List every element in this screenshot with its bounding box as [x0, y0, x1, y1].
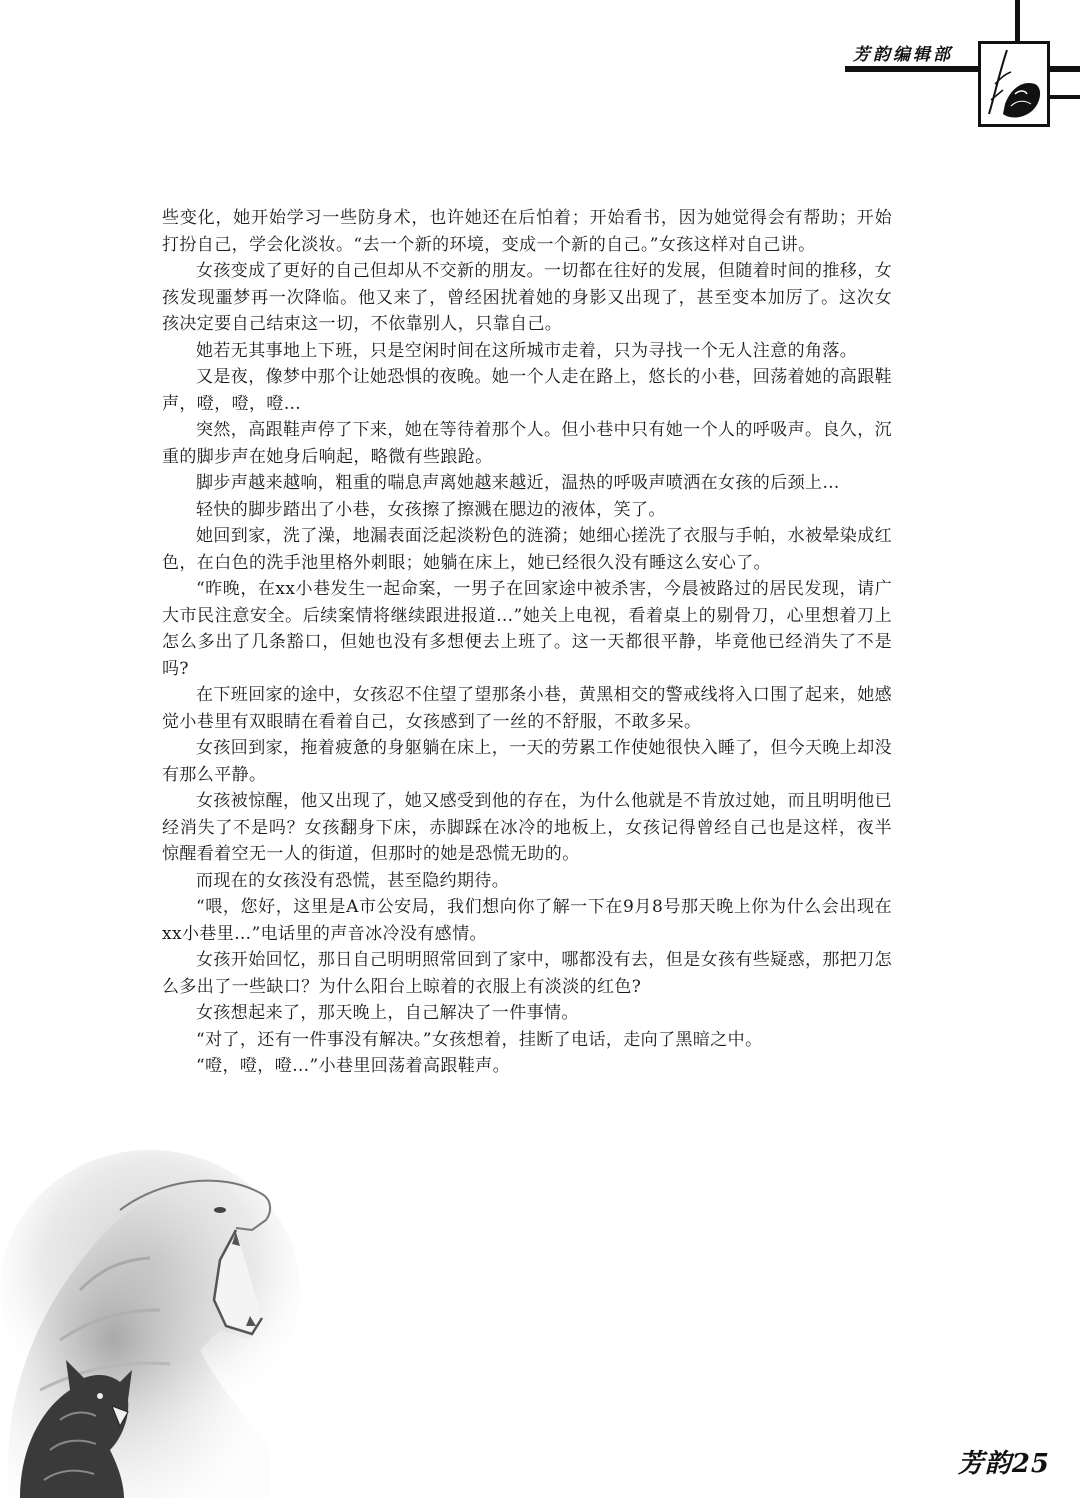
paragraph: 女孩变成了更好的自己但却从不交新的朋友。一切都在往好的发展，但随着时间的推移，女孩发现噩梦再一次降临。他又来了，曾经困扰着她的身影又出现了，甚至变本加厉了。这次女孩决定要自己结束这一切，不依靠别人，只靠自己。 — [162, 261, 892, 334]
paragraph: 突然，高跟鞋声停了下来，她在等待着那个人。但小巷中只有她一个人的呼吸声。良久，沉重的脚步声在她身后响起，略微有些踉跄。 — [162, 420, 892, 467]
paragraph: 女孩想起来了，那天晚上，自己解决了一件事情。 — [196, 1003, 579, 1023]
paragraph: 而现在的女孩没有恐慌，甚至隐约期待。 — [196, 870, 510, 891]
paragraph: 她回到家，洗了澡，地漏表面泛起淡粉色的涟漪；她细心搓洗了衣服与手帕，水被晕染成红色，在白色的洗手池里格外刺眼；她躺在床上，她已经很久没有睡这么安心了。 — [162, 526, 892, 573]
paragraph: 女孩回到家，拖着疲惫的身躯躺在床上，一天的劳累工作使她很快入睡了，但今天晚上却没有那么平静。 — [162, 738, 892, 785]
paragraph: 脚步声越来越响，粗重的喘息声离她越来越近，温热的呼吸声喷洒在女孩的后颈上… — [196, 473, 840, 493]
paragraph: 她若无其事地上下班，只是空闲时间在这所城市走着，只为寻找一个无人注意的角落。 — [196, 340, 858, 361]
ink-brush-logo-icon — [978, 41, 1050, 127]
lion-and-cat-illustration — [0, 1150, 300, 1498]
paragraph: 在下班回家的途中，女孩忍不住望了望那条小巷，黄黑相交的警戒线将入口围了起来，她感觉小巷里有双眼睛在看着自己，女孩感到了一丝的不舒服，不敢多呆。 — [162, 685, 892, 732]
paragraph: “喂，您好，这里是A市公安局，我们想向你了解一下在9月8号那天晚上你为什么会出现在xx小巷里…”电话里的声音冰冷没有感情。 — [162, 897, 892, 944]
paragraph: 女孩被惊醒，他又出现了，她又感受到他的存在，为什么他就是不肯放过她，而且明明他已经消失了不是吗？女孩翻身下床，赤脚踩在冰冷的地板上，女孩记得曾经自己也是这样，夜半惊醒看着空无一人的街道，但那时的她是恐慌无助的。 — [162, 791, 892, 864]
paragraph: “噔，噔，噔…”小巷里回荡着高跟鞋声。 — [196, 1056, 510, 1076]
page-header — [0, 0, 1080, 140]
lion-and-cat-graphic — [0, 1150, 300, 1498]
paragraph: 又是夜，像梦中那个让她恐惧的夜晚。她一个人走在路上，悠长的小巷，回荡着她的高跟鞋声，噔，噔，噔… — [162, 367, 892, 414]
article-body — [162, 205, 892, 1080]
paragraph: “昨晚，在xx小巷发生一起命案，一男子在回家途中被杀害，今晨被路过的居民发现，请广大市民注意安全。后续案情将继续跟进报道…”她关上电视，看着桌上的剔骨刀，心里想着刀上怎么多出了几条豁口，但她也没有多想便去上班了。这一天都很平静，毕竟他已经消失了不是吗? — [162, 579, 892, 679]
header-side-rule — [1050, 95, 1080, 99]
page-number: 芳韵25 — [957, 1449, 1050, 1479]
paragraph: 些变化，她开始学习一些防身术，也许她还在后怕着；开始看书，因为她觉得会有帮助；开始打扮自己，学会化淡妆。“去一个新的环境，变成一个新的自己。”女孩这样对自己讲。 — [162, 208, 892, 255]
paragraph: “对了，还有一件事没有解决。”女孩想着，挂断了电话，走向了黑暗之中。 — [196, 1029, 763, 1050]
paragraph: 轻快的脚步踏出了小巷，女孩擦了擦溅在腮边的液体，笑了。 — [196, 499, 666, 520]
section-title: 芳韵编辑部 — [853, 45, 953, 65]
paragraph: 女孩开始回忆，那日自己明明照常回到了家中，哪都没有去，但是女孩有些疑惑，那把刀怎么多出了一些缺口？为什么阳台上晾着的衣服上有淡淡的红色? — [162, 950, 892, 997]
ink-brush-logo-graphic — [981, 44, 1047, 124]
